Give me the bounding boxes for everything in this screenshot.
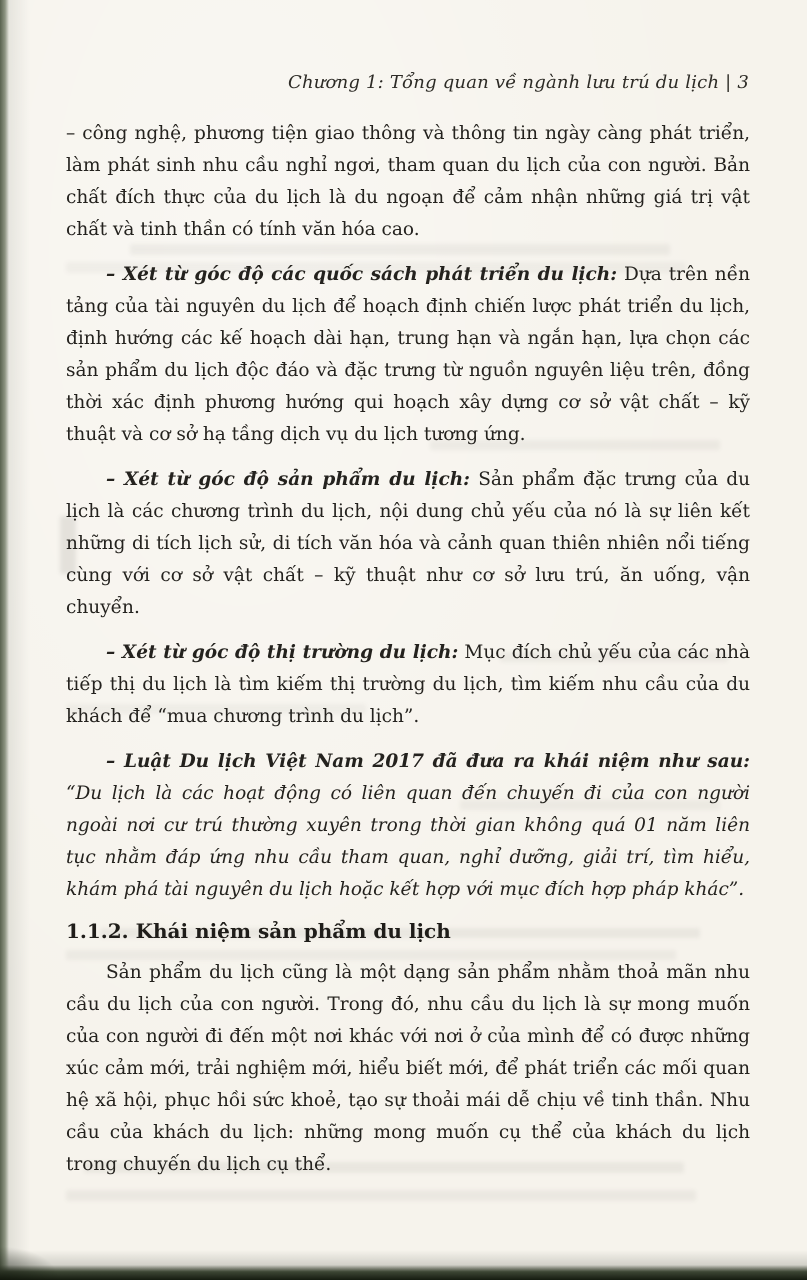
page-bottom-shadow xyxy=(0,1265,807,1280)
paragraph-market-angle xyxy=(66,637,750,733)
paragraph-law-definition xyxy=(66,746,750,906)
paragraph-text: Sản phẩm du lịch cũng là một dạng sản phẩm nhằm thoả mãn nhu cầu du lịch của con người. Trong đó, nhu cầu du lịch là sự mong muốn của con người đi đến một nơi khác với nơi ở của mình để có được những xúc cảm mới, trải nghiệm mới, hiểu biết mới, để phát triển các mối quan hệ xã hội, phục hồi sức khoẻ, tạo sự thoải mái dễ chịu về tinh thần. Nhu cầu của khách du lịch: những mong muốn cụ thể của khách du lịch trong chuyến du lịch cụ thể. xyxy=(66,962,750,1175)
paragraph-text: Sản phẩm đặc trưng của du lịch là các chương trình du lịch, nội dung chủ yếu của nó là sự liên kết những di tích lịch sử, di tích văn hóa và cảnh quan thiên nhiên nổi tiếng cùng với cơ sở vật chất – kỹ thuật như cơ sở lưu trú, ăn uống, vận chuyển. xyxy=(66,469,750,618)
bottom-left-corner-shadow xyxy=(0,1246,60,1280)
paragraph-lead: – Xét từ góc độ thị trường du lịch: xyxy=(106,642,459,663)
paragraph-text: Mục đích chủ yếu của các nhà tiếp thị du lịch là tìm kiếm thị trường du lịch, tìm kiếm nhu cầu của du khách để “mua chương trình du lịch”. xyxy=(66,642,750,727)
paragraph-continuation xyxy=(66,118,750,246)
paragraph-product-angle xyxy=(66,464,750,624)
paragraph-text: “Du lịch là các hoạt động có liên quan đến chuyến đi của con người ngoài nơi cư trú thường xuyên trong thời gian không quá 01 năm liên tục nhằm đáp ứng nhu cầu tham quan, nghỉ dưỡng, giải trí, tìm hiểu, khám phá tài nguyên du lịch hoặc kết hợp với mục đích hợp pháp khác”. xyxy=(66,783,750,900)
paragraph-lead: – Xét từ góc độ sản phẩm du lịch: xyxy=(106,469,470,490)
section-heading: 1.1.2. Khái niệm sản phẩm du lịch xyxy=(66,919,451,943)
running-header-text: Chương 1: Tổng quan về ngành lưu trú du lịch | 3 xyxy=(287,72,749,93)
page-content xyxy=(66,118,750,1194)
paragraph-text: Dựa trên nền tảng của tài nguyên du lịch để hoạch định chiến lược phát triển du lịch, định hướng các kế hoạch dài hạn, trung hạn và ngắn hạn, lựa chọn các sản phẩm du lịch độc đáo và đặc trưng từ nguồn nguyên liệu trên, đồng thời xác định phương hướng qui hoạch xây dựng cơ sở vật chất – kỹ thuật và cơ sở hạ tầng dịch vụ du lịch tương ứng. xyxy=(66,264,750,445)
paragraph-tourism-product xyxy=(66,957,750,1181)
paragraph-lead: – Xét từ góc độ các quốc sách phát triển du lịch: xyxy=(106,264,618,285)
paragraph-policy-angle xyxy=(66,259,750,451)
binding-edge-shadow xyxy=(0,0,9,1280)
running-header xyxy=(288,72,749,93)
paragraph-text: – công nghệ, phương tiện giao thông và thông tin ngày càng phát triển, làm phát sinh nhu cầu nghỉ ngơi, tham quan du lịch của con người. Bản chất đích thực của du lịch là du ngoạn để cảm nhận những giá trị vật chất và tinh thần có tính văn hóa cao. xyxy=(66,123,750,240)
paragraph-lead: – Luật Du lịch Việt Nam 2017 đã đưa ra khái niệm như sau: xyxy=(106,751,750,772)
